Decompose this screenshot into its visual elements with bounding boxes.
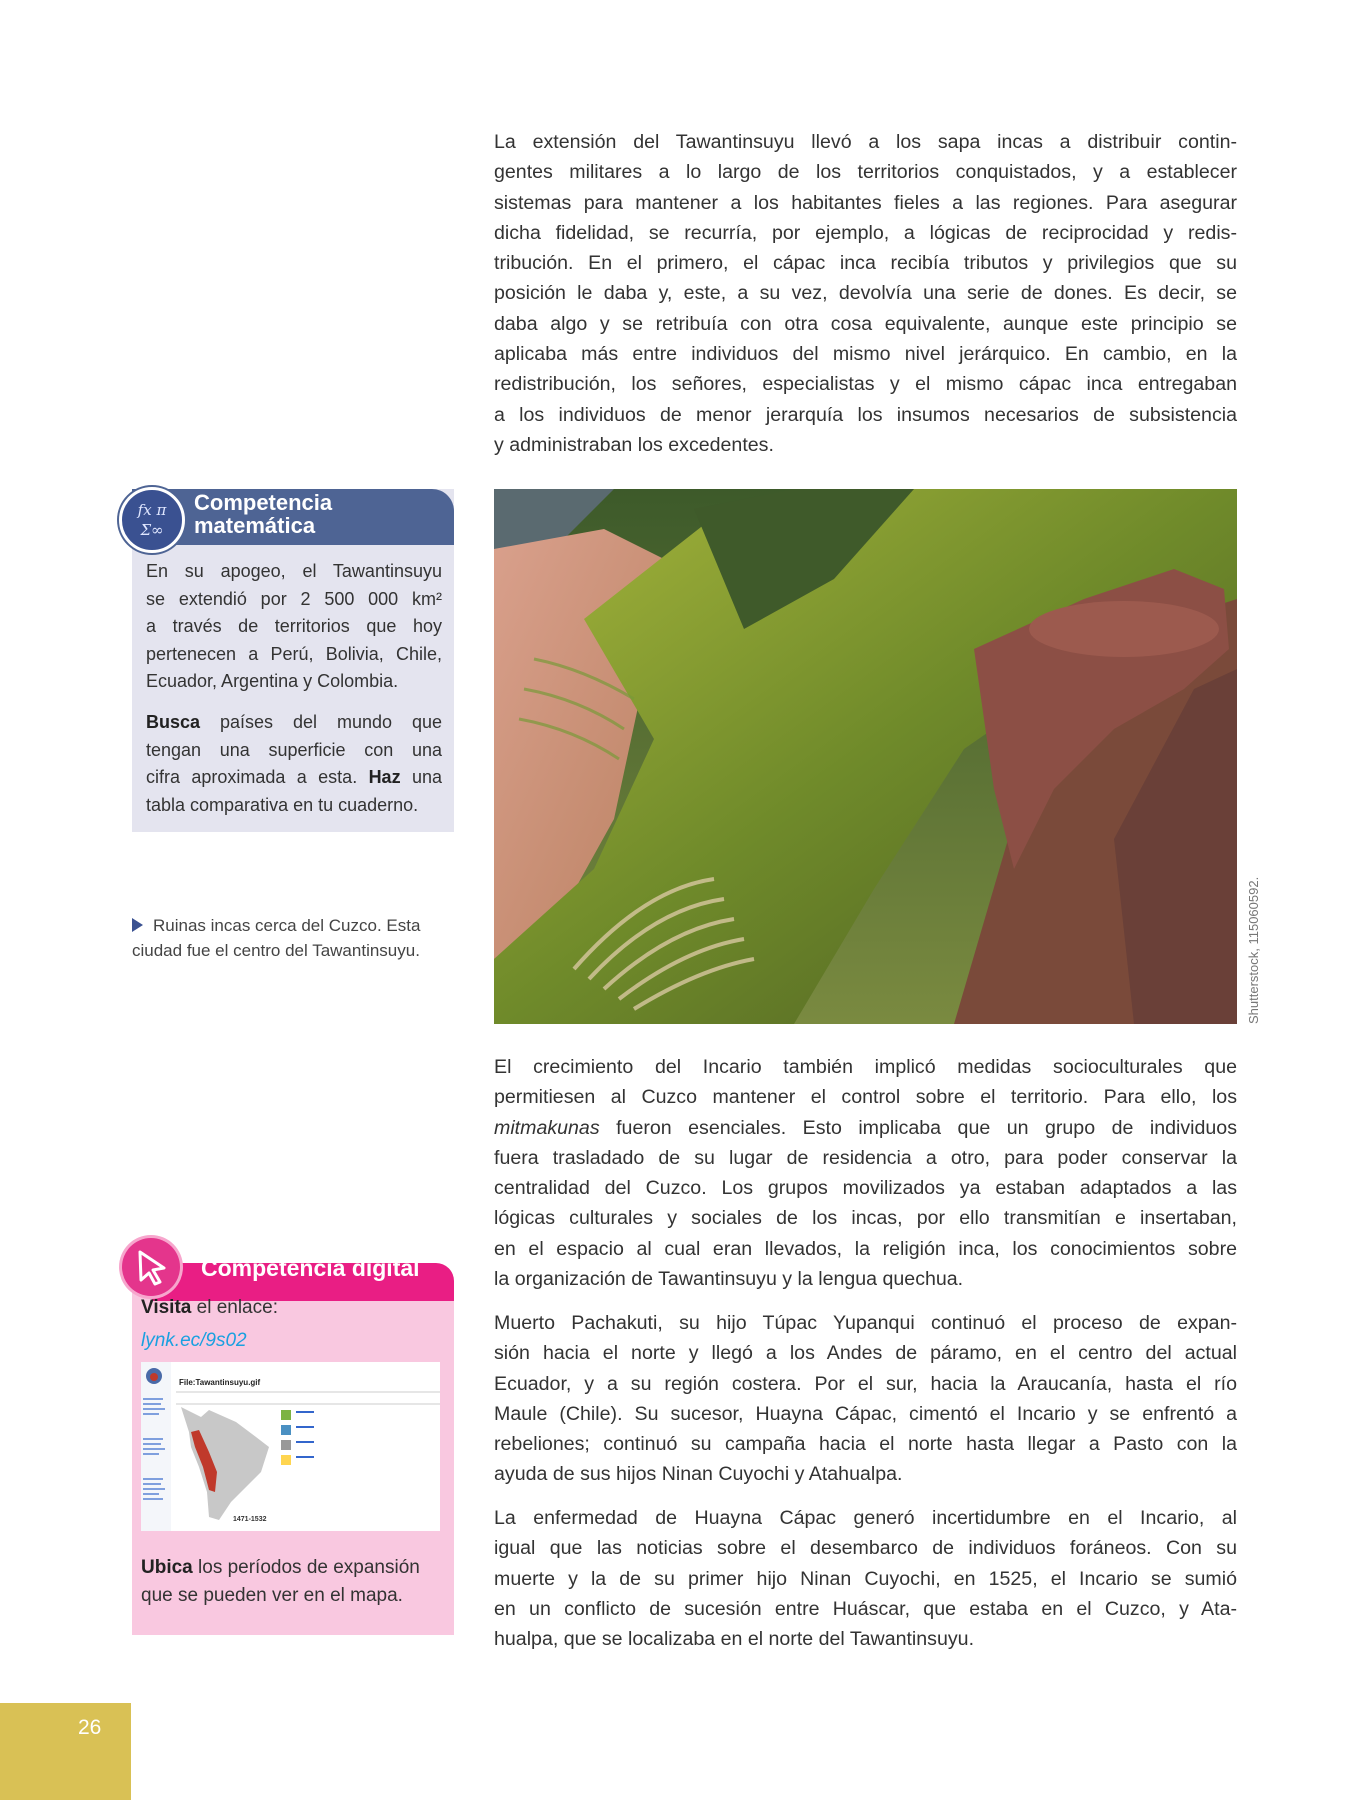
text-line: posición le daba y, este, a su vez, devolvía una serie de dones. Es decir, se bbox=[494, 282, 1237, 305]
text-segment: países del mundo que bbox=[200, 712, 442, 732]
text-line: en el espacio al cual eran llevados, la religión inca, los conocimientos sobre bbox=[494, 1237, 1237, 1260]
text-line: Ecuador, y a su región costera. Por el sur, hacia la Araucanía, hasta el río bbox=[494, 1372, 1237, 1395]
cursor-arrow-glyph bbox=[122, 1238, 180, 1296]
math-symbols-row: Σ∞ bbox=[140, 521, 164, 539]
text-line: daba algo y se retribuía con otra cosa equivalente, aunque este principio se bbox=[494, 312, 1237, 335]
text-line: El crecimiento del Incario también implicó medidas socioculturales que bbox=[494, 1056, 1237, 1078]
photo-credit: Shutterstock, 115060592. bbox=[1246, 876, 1261, 1024]
text-line: La enfermedad de Huayna Cápac generó incertidumbre en el Incario, al bbox=[494, 1507, 1237, 1529]
text-line bbox=[494, 1113, 1237, 1143]
text-line bbox=[146, 709, 442, 737]
italic-term: mitmakunas bbox=[494, 1116, 600, 1139]
cursor-arrow-icon bbox=[122, 1238, 180, 1296]
paragraph-succession bbox=[494, 1503, 1237, 1654]
text-line: Ecuador, Argentina y Colombia. bbox=[146, 671, 399, 691]
caption-text: Ruinas incas cerca del Cuzco. Esta bbox=[153, 916, 421, 935]
task-text bbox=[141, 1554, 420, 1610]
text-line: rebeliones; continuó su campaña hacia el norte hasta llegar a Pasto con la bbox=[494, 1433, 1237, 1456]
resource-link[interactable]: lynk.ec/9s02 bbox=[141, 1330, 247, 1351]
bold-verb: Haz bbox=[368, 767, 401, 787]
page-number-tab bbox=[0, 1703, 131, 1800]
caption-line bbox=[132, 913, 462, 938]
text-line: hualpa, que se localizaba en el norte del Tawantinsuyu. bbox=[494, 1628, 975, 1651]
text-segment: los períodos de expansión bbox=[192, 1557, 420, 1578]
text-line: aplicaba más entre individuos del mismo nivel jerárquico. En cambio, en la bbox=[494, 343, 1237, 366]
text-line: La extensión del Tawantinsuyu llevó a los sapa incas a distribuir contin- bbox=[494, 131, 1237, 153]
text-line: tabla comparativa en tu cuaderno. bbox=[146, 794, 419, 815]
bold-verb: Visita bbox=[141, 1297, 192, 1318]
text-segment: una bbox=[400, 767, 442, 787]
math-task-text bbox=[146, 709, 442, 819]
text-line: a los individuos de menor jerarquía los insumos necesarios de subsistencia bbox=[494, 403, 1237, 426]
thumbnail-map-label: 1471-1532 bbox=[233, 1516, 267, 1523]
text-line: en un conflicto de sucesión entre Huáscar, que estaba en el Cuzco, y Ata- bbox=[494, 1597, 1237, 1620]
text-line: permitiesen al Cuzco mantener el control sobre el territorio. Para ello, los bbox=[494, 1086, 1237, 1109]
text-line: gentes militares a lo largo de los territorios conquistados, y a establecer bbox=[494, 161, 1237, 184]
text-line: ayuda de sus hijos Ninan Cuyochi y Atahualpa. bbox=[494, 1463, 903, 1486]
text-line: lógicas culturales y sociales de los incas, por ello transmitían e insertaban, bbox=[494, 1207, 1237, 1230]
paragraph-mitmakunas bbox=[494, 1052, 1237, 1294]
text-line: sión hacia el norte y llegó a los Andes de páramo, en el centro del actual bbox=[494, 1342, 1237, 1365]
paragraph-reciprocity bbox=[494, 127, 1237, 460]
digital-competency-title: Competencia digital bbox=[201, 1255, 420, 1281]
triangle-bullet-icon bbox=[132, 918, 143, 932]
bold-verb: Ubica bbox=[141, 1557, 193, 1578]
text-line bbox=[146, 764, 442, 792]
math-symbols-icon bbox=[119, 487, 185, 553]
math-info-text bbox=[146, 558, 442, 696]
text-segment: cifra aproximada a esta. bbox=[146, 767, 369, 787]
paragraph-expansion bbox=[494, 1308, 1237, 1490]
thumbnail-page-title: File:Tawantinsuyu.gif bbox=[179, 1378, 261, 1387]
task-line bbox=[141, 1554, 420, 1582]
text-line: tengan una superficie con una bbox=[146, 739, 442, 760]
title-line: matemática bbox=[194, 513, 316, 538]
text-line: y administraban los excedentes. bbox=[494, 433, 774, 456]
landscape-illustration bbox=[494, 489, 1237, 1024]
text-line: fuera trasladado de su lugar de residencia a otro, para poder conservar la bbox=[494, 1146, 1237, 1169]
text-line: Maule (Chile). Su sucesor, Huayna Cápac, cimentó el Incario y se enfrentó a bbox=[494, 1402, 1237, 1425]
text-line: igual que las noticias sobre el desembarco de individuos foráneos. Con su bbox=[494, 1537, 1237, 1560]
photo-caption bbox=[132, 913, 462, 963]
text-line: sistemas para mantener a los habitantes fieles a las regiones. Para asegurar bbox=[494, 191, 1237, 214]
inca-ruins-photo bbox=[494, 489, 1237, 1024]
text-line: dicha fidelidad, se recurría, por ejemplo, a lógicas de reciprocidad y redis- bbox=[494, 221, 1237, 244]
math-symbols-row: fx π bbox=[137, 501, 167, 519]
website-thumbnail-graphic bbox=[141, 1362, 440, 1531]
math-competency-title bbox=[194, 491, 332, 537]
caption-line: ciudad fue el centro del Tawantinsuyu. bbox=[132, 941, 420, 960]
bold-verb: Busca bbox=[146, 712, 201, 732]
task-line: que se pueden ver en el mapa. bbox=[141, 1585, 403, 1606]
text-line: se extendió por 2 500 000 km² bbox=[146, 588, 442, 609]
text-line: En su apogeo, el Tawantinsuyu bbox=[146, 561, 442, 581]
website-thumbnail[interactable] bbox=[141, 1362, 440, 1531]
text-line: la organización de Tawantinsuyu y la lengua quechua. bbox=[494, 1268, 964, 1291]
text-line: a través de territorios que hoy bbox=[146, 616, 442, 636]
title-line: Competencia bbox=[194, 490, 333, 515]
text-line: centralidad del Cuzco. Los grupos movilizados ya estaban adaptados a las bbox=[494, 1177, 1237, 1200]
text-segment: fueron esenciales. Esto implicaba que un grupo de individuos bbox=[599, 1116, 1237, 1139]
text-segment: el enlace: bbox=[191, 1297, 278, 1318]
page-number: 26 bbox=[78, 1716, 102, 1739]
text-line: tribución. En el primero, el cápac inca recibía tributos y privilegios que su bbox=[494, 252, 1237, 275]
text-line: muerte y la de su primer hijo Ninan Cuyochi, en 1525, el Incario se sumió bbox=[494, 1567, 1237, 1590]
visit-text bbox=[141, 1294, 278, 1322]
text-line: redistribución, los señores, especialistas y el mismo cápac inca entregaban bbox=[494, 373, 1237, 396]
text-line: pertenecen a Perú, Bolivia, Chile, bbox=[146, 643, 442, 664]
text-line: Muerto Pachakuti, su hijo Túpac Yupanqui continuó el proceso de expan- bbox=[494, 1312, 1237, 1334]
